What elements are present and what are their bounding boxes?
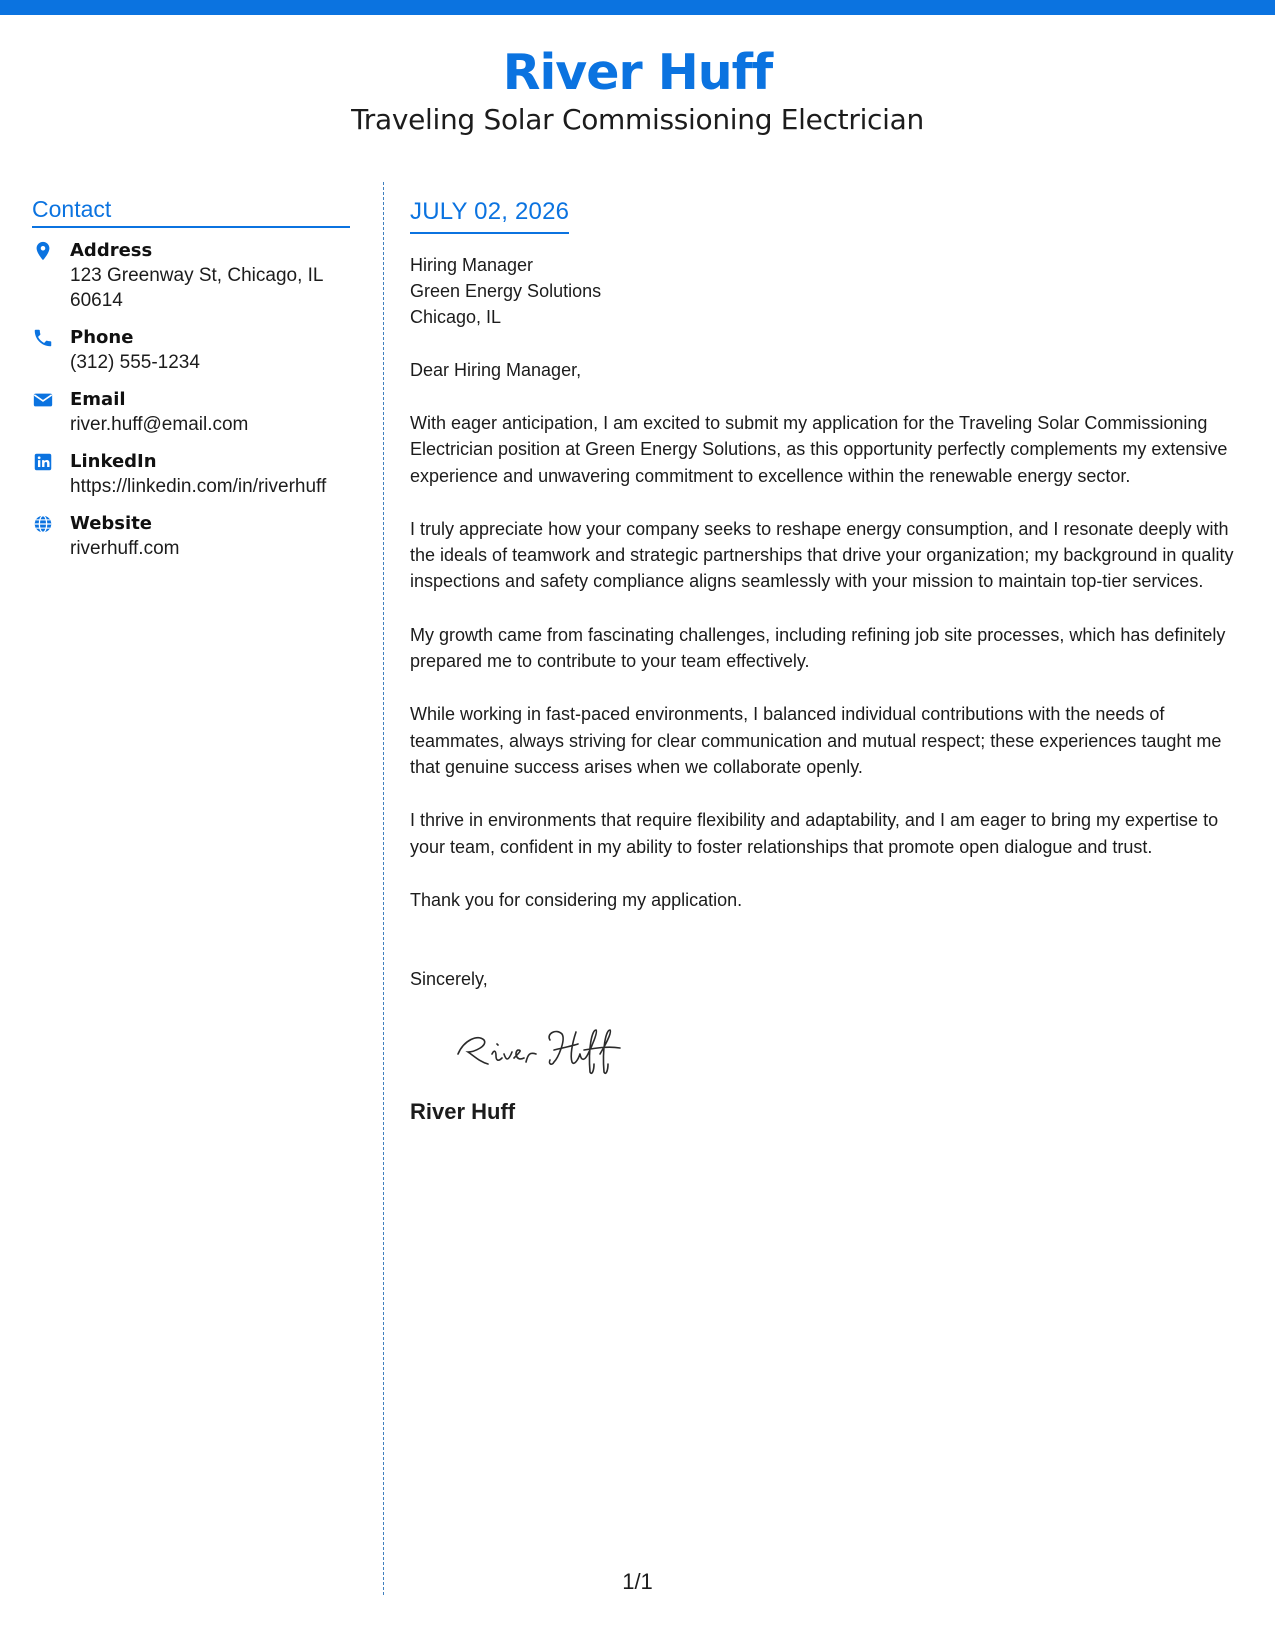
address-value: 123 Greenway St, Chicago, IL 60614 [70,265,323,311]
salutation: Dear Hiring Manager, [410,360,582,380]
applicant-name: River Huff [502,44,773,101]
envelope-icon [32,389,54,411]
email-link[interactable]: river.huff@email.com [70,414,249,435]
letter-paragraph: I thrive in environments that require flexibility and adaptability, and I am eager to bring my expertise to your team, confident in my ability to foster relationships that promote open dialogue and trust. [410,810,1219,857]
recipient-company: Green Energy Solutions [410,281,602,301]
signed-name: River Huff [410,1099,516,1125]
contact-address [32,239,350,313]
page-number: 1/1 [622,1569,653,1594]
contact-sidebar [32,194,350,574]
job-title: Traveling Solar Commissioning Electrician [351,103,924,136]
website-link[interactable]: riverhuff.com [70,538,180,559]
contact-website [32,512,350,561]
contact-label: LinkedIn [70,451,157,472]
letter-paragraph: While working in fast-paced environments, I balanced individual contributions with the needs of teammates, always striving for clear communication and mutual respect; these experiences taught me that genuine success arises when we collaborate openly. [410,704,1222,777]
letter-date: JULY 02, 2026 [410,196,569,234]
phone-value: (312) 555-1234 [70,352,200,373]
column-divider [383,182,384,1595]
recipient-location: Chicago, IL [410,307,502,327]
phone-icon [32,327,54,349]
closing: Sincerely, [410,969,488,990]
linkedin-icon [32,451,54,473]
letter-body [410,196,1255,1127]
contact-linkedin [32,450,350,499]
linkedin-link[interactable]: https://linkedin.com/in/riverhuff [70,476,327,497]
letter-paragraph: Thank you for considering my application. [410,889,743,910]
contact-list [32,239,350,561]
recipient-name: Hiring Manager [410,255,534,275]
letter-paragraph: With eager anticipation, I am excited to submit my application for the Traveling Solar Commissioning Electrician position at Green Energy Solutions, as this opportunity perfectly complements my extensive experience and unwavering commitment to excellence within the renewable energy sector. [410,413,1228,486]
contact-phone [32,326,350,375]
globe-icon [32,513,54,535]
contact-label: Email [70,389,126,410]
contact-label: Address [70,240,153,261]
map-pin-icon [32,240,54,262]
contact-label: Phone [70,327,134,348]
recipient-block [410,252,1255,330]
letter-paragraph: My growth came from fascinating challenges, including refining job site processes, which has definitely prepared me to contribute to your team effectively. [410,624,1226,672]
contact-label: Website [70,513,153,534]
handwritten-signature [450,1018,650,1078]
letter-paragraph: I truly appreciate how your company seeks to reshape energy consumption, and I resonate deeply with the ideals of teamwork and strategic partnerships that drive your organization; my background in quality inspections and safety compliance aligns seamlessly with your mission to maintain top-tier services. [410,518,1234,592]
top-accent-bar [0,0,1275,15]
contact-heading: Contact [32,194,350,228]
page-header [0,44,1275,138]
contact-email [32,388,350,437]
